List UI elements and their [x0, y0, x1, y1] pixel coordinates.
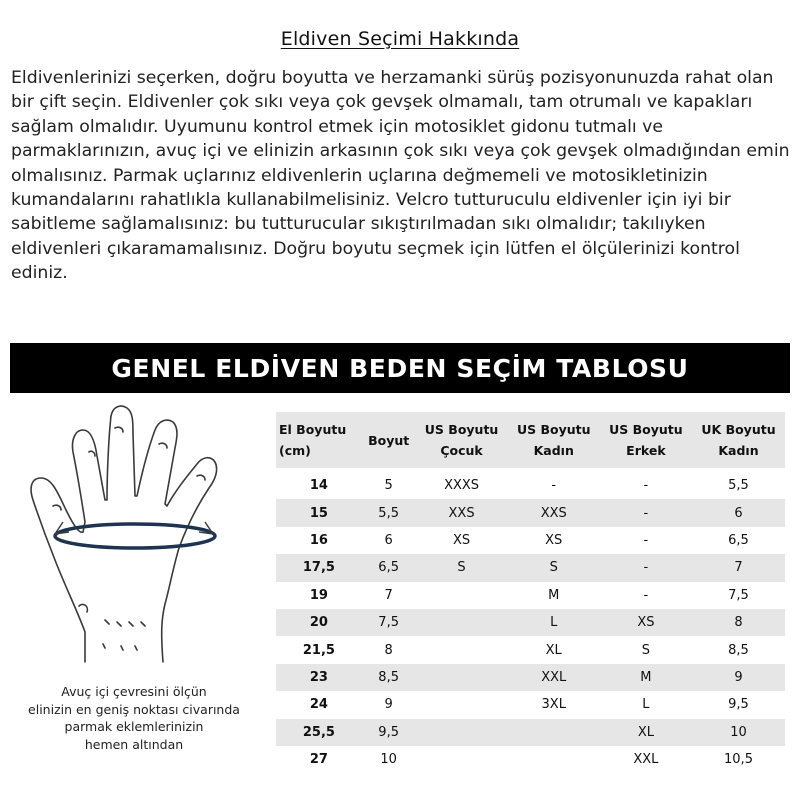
- table-row: 17,5 6,5 S S - 7: [276, 554, 785, 581]
- table-row: 21,5 8 XL S 8,5: [302, 642, 749, 658]
- header-size: Boyut: [362, 412, 416, 472]
- table-header-row: [276, 412, 785, 472]
- intro-paragraph: Eldivenlerinizi seçerken, doğru boyutta ve herzamanki sürüş pozisyonunuzda rahat olan bir çift seçin. Eldivenler çok sıkı veya çok gevşek olmamalı, tam otrumalı ve kapakları sağlam olmalıdır. Uyumunu kontrol etmek için motosiklet gidonu tutmalı ve parmaklarınızın, avuç içi ve elinizin arkasının çok sıkı veya çok gevşek olmadığından emin olmalısınız. Parmak uçlarınız eldivenlerin uçlarına değmemeli ve motosikletinizin kumandalarını rahatlıkla kullanabilmelisiniz. Velcro tutturuculu eldivenler için iyi bir sabitleme sağlamalısınız: bu tutturucular sıkıştırılmadan sıkı olmalıdır; takılıyken eldivenleri çıkaramamalısınız. Doğru boyutu seçmek için lütfen el ölçülerinizi kontrol ediniz.: [11, 68, 790, 284]
- page-title: Eldiven Seçimi Hakkında: [280, 28, 520, 50]
- table-row: 23 8,5 XXL M 9: [276, 664, 785, 691]
- header-us-child: US Boyutu Çocuk: [415, 412, 507, 472]
- table-row: 16 6 XS XS - 6,5: [309, 532, 749, 548]
- size-chart-banner: GENEL ELDİVEN BEDEN SEÇİM TABLOSU: [10, 343, 790, 393]
- header-us-women: US Boyutu Kadın: [508, 412, 600, 472]
- table-row: 27 10 XXL 10,5: [309, 752, 753, 768]
- header-uk-women: UK Boyutu Kadın: [692, 412, 785, 472]
- header-hand-size: El Boyutu (cm): [276, 412, 362, 472]
- table-row: 20 7,5 L XS 8: [276, 609, 785, 636]
- table-row: 25,5 9,5 XL 10: [276, 719, 785, 746]
- table-row: 24 9 3XL L 9,5: [309, 697, 749, 713]
- header-us-men: US Boyutu Erkek: [600, 412, 692, 472]
- size-table: [276, 412, 785, 773]
- measurement-caption: Avuç içi çevresini ölçün elinizin en geniş noktası civarında parmak eklemlerinizin hemen altından: [28, 684, 240, 752]
- table-row: 15 5,5 XXS XXS - 6: [276, 499, 785, 526]
- hand-measure-icon: [25, 400, 245, 700]
- table-row: 14 5 XXXS - - 5,5: [309, 478, 749, 494]
- table-row: 19 7 M - 7,5: [309, 587, 749, 603]
